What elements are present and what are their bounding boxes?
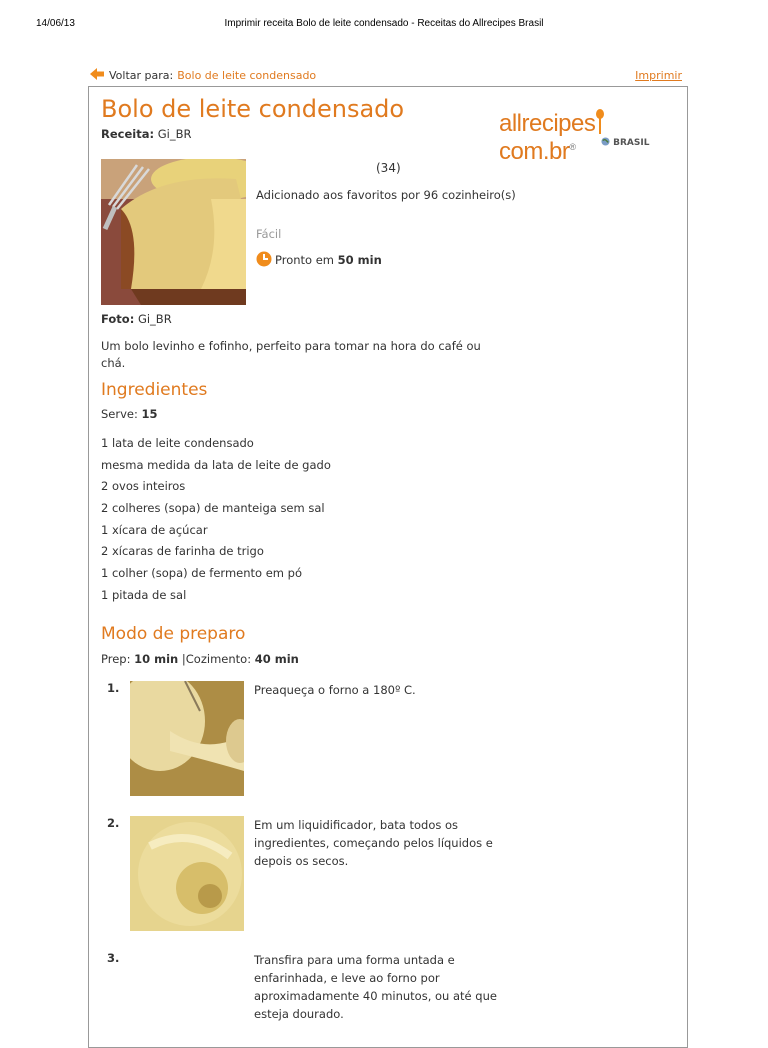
prep-label: Prep: [101,652,131,666]
print-header [0,18,768,34]
print-link[interactable]: Imprimir [635,69,682,82]
photo-caption [101,312,172,326]
step-number: 3. [107,951,120,965]
recipe-photo [101,159,246,305]
cooking-times [101,652,299,666]
logo-country-text: BRASIL [613,138,650,148]
step-text: Em um liquidificador, bata todos os ingredientes, começando pelos líquidos e depois os secos. [254,818,493,868]
back-arrow-icon[interactable] [90,68,104,80]
ingredient-item: 1 colher (sopa) de fermento em pó [101,566,302,581]
print-page-title: Imprimir receita Bolo de leite condensado - Receitas do Allrecipes Brasil [224,18,544,29]
recipe-card [88,86,688,1048]
back-label: Voltar para: [109,69,174,82]
photo-label: Foto: [101,312,135,326]
cook-label: Cozimento: [185,652,252,666]
difficulty-level: Fácil [256,227,282,241]
recipe-description: Um bolo levinho e fofinho, perfeito para tomar na hora do café ou chá. [101,339,481,370]
clock-icon [256,251,272,267]
recipe-title: Bolo de leite condensado [101,95,405,123]
allrecipes-logo [497,97,667,165]
author-name: Gi_BR [157,127,192,141]
back-bar [90,68,682,84]
ingredients-list [101,435,521,609]
ingredient-item: mesma medida da lata de leite de gado [101,457,331,472]
print-date: 14/06/13 [36,18,75,29]
step-text: Transfira para uma forma untada e enfarinhada, e leve ao forno por aproximadamente 40 minutos, ou até que esteja dourado. [254,953,497,1021]
back-link-row [109,69,316,82]
step-2-photo [130,816,244,931]
serves-value: 15 [141,407,158,421]
prep-time: 10 min [134,652,179,666]
step-1-photo [130,681,244,796]
preparation-heading: Modo de preparo [101,624,246,644]
spoon-icon [595,109,605,135]
author-label: Receita: [101,127,155,141]
step-number: 1. [107,681,120,695]
rating-count[interactable]: (34) [376,161,401,175]
logo-country [601,137,649,148]
time-separator: | [181,652,186,666]
ingredient-item: 1 xícara de açúcar [101,522,208,537]
ready-label: Pronto em [275,253,335,267]
step-number: 2. [107,816,120,830]
globe-icon [601,137,610,146]
logo-domain: com.br [499,138,570,165]
ingredient-item: 2 ovos inteiros [101,479,186,494]
back-to-recipe-link[interactable]: Bolo de leite condensado [177,69,317,82]
photo-author: Gi_BR [137,312,172,326]
ingredient-item: 1 pitada de sal [101,587,187,602]
ready-time-value: 50 min [337,253,382,267]
ready-time [256,251,516,269]
ingredient-item: 2 xícaras de farinha de trigo [101,544,264,559]
condensed-milk-image [130,681,244,796]
recipe-author [101,127,191,141]
ingredient-item: 1 lata de leite condensado [101,436,254,450]
servings [101,407,158,421]
step-text: Preaqueça o forno a 180º C. [254,683,416,697]
ingredient-item: 2 colheres (sopa) de manteiga sem sal [101,501,325,516]
serves-label: Serve: [101,407,138,421]
cook-time: 40 min [254,652,299,666]
favorites-count: Adicionado aos favoritos por 96 cozinheiro(s) [256,188,516,202]
ingredients-heading: Ingredientes [101,380,208,400]
cake-photo-image [101,159,246,305]
batter-blender-image [130,816,244,931]
ready-time-text [275,253,382,267]
logo-brand: allrecipes [499,110,596,137]
logo-registered: ® [569,142,576,152]
